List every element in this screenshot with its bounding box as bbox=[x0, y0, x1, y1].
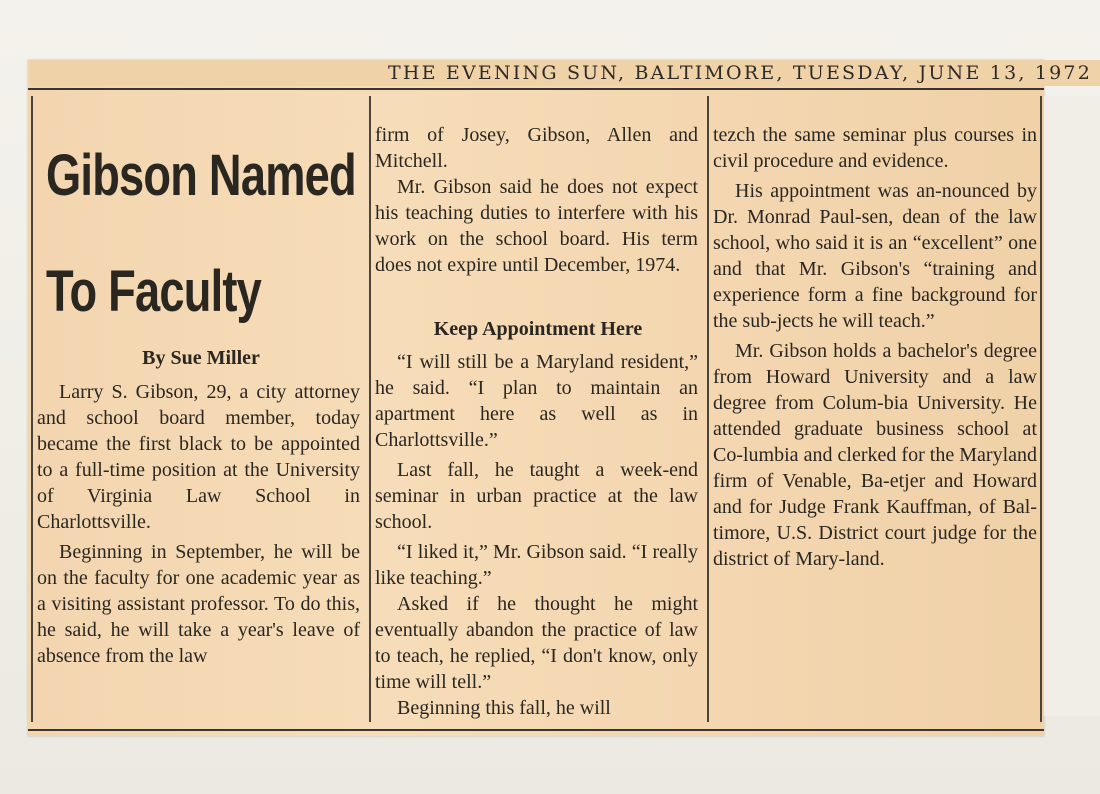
column-rule-right bbox=[1040, 96, 1042, 722]
headline bbox=[46, 118, 356, 350]
column-2-bottom bbox=[375, 349, 698, 721]
column-rule-left bbox=[31, 96, 33, 722]
paragraph: Beginning this fall, he will bbox=[397, 697, 611, 719]
column-rule-2 bbox=[707, 96, 709, 722]
headline-line-1: Gibson Named bbox=[46, 143, 356, 208]
headline-line-2: To Faculty bbox=[46, 259, 262, 324]
paragraph: Mr. Gibson said he does not expect his teaching duties to interfere with his work on the school board. His term does not expire until December, 1974. bbox=[375, 176, 698, 276]
paragraph: His appointment was an-nounced by Dr. Monrad Paul-sen, dean of the law school, who said it is an “excellent” one and that Mr. Gibson's “training and experience form a fine background for the sub-jects he will teach.” bbox=[713, 180, 1037, 332]
byline: By Sue Miller bbox=[142, 347, 260, 369]
paragraph: “I will still be a Maryland resident,” he said. “I plan to maintain an apartment here as well as in Charlottsville.” bbox=[375, 351, 698, 451]
paragraph: Last fall, he taught a week-end seminar in urban practice at the law school. bbox=[375, 459, 698, 533]
paragraph: tezch the same seminar plus courses in civil procedure and evidence. bbox=[713, 124, 1037, 172]
column-rule-1 bbox=[369, 96, 371, 722]
top-rule bbox=[28, 88, 1044, 90]
paragraph: “I liked it,” Mr. Gibson said. “I really like teaching.” bbox=[375, 541, 698, 589]
masthead: THE EVENING SUN, BALTIMORE, TUESDAY, JUNE 13, 1972 bbox=[30, 60, 1100, 86]
column-2-top bbox=[375, 122, 698, 278]
column-3 bbox=[713, 122, 1037, 572]
paper-edge bbox=[1044, 96, 1100, 716]
paragraph: Mr. Gibson holds a bachelor's degree from Howard University and a law degree from Colum-bia University. He attended graduate business school at Co-lumbia and clerked for the Maryland firm of Venable, Ba-etjer and Howard and for Judge Frank Kauffman, of Bal-timore, U.S. District court judge for the district of Mary-land. bbox=[713, 340, 1037, 570]
paragraph: firm of Josey, Gibson, Allen and Mitchell. bbox=[375, 124, 698, 172]
bottom-rule bbox=[28, 729, 1044, 731]
paragraph: Asked if he thought he might eventually abandon the practice of law to teach, he replied, “I don't know, only time will tell.” bbox=[375, 593, 698, 693]
column-1 bbox=[37, 379, 360, 669]
paragraph: Beginning in September, he will be on the faculty for one academic year as a visiting assistant professor. To do this, he said, he will take a year's leave of absence from the law bbox=[37, 541, 360, 667]
paragraph: Larry S. Gibson, 29, a city attorney and school board member, today became the first black to be appointed to a full-time position at the University of Virginia Law School in Charlottsville. bbox=[37, 381, 360, 533]
subheading: Keep Appointment Here bbox=[433, 318, 643, 340]
